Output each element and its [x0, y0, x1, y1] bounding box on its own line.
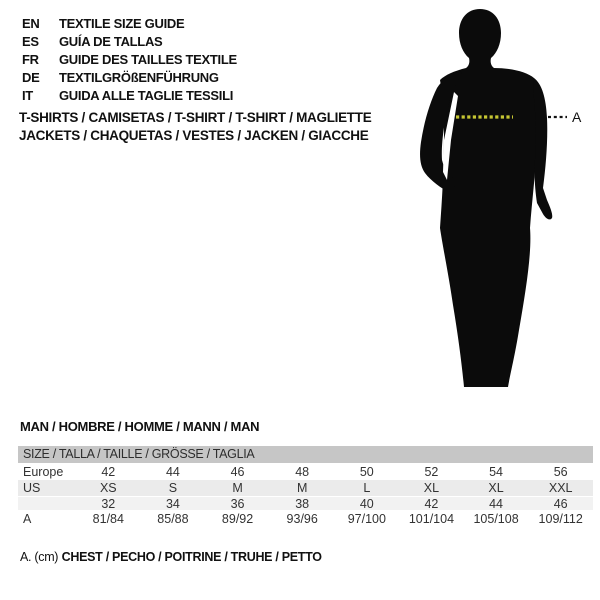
table-cell: 54	[489, 464, 504, 479]
table-row-us	[18, 480, 593, 496]
table-cell: M	[296, 481, 308, 495]
size-table	[18, 446, 593, 528]
language-code: IT	[22, 87, 33, 103]
table-cell: 93/96	[286, 512, 318, 526]
size-table-header: SIZE / TALLA / TAILLE / GRÖSSE / TAGLIA	[18, 446, 593, 463]
language-label: TEXTILE SIZE GUIDE	[59, 15, 185, 31]
language-row-de	[22, 68, 237, 86]
table-row-chest-cm	[18, 510, 593, 528]
table-cell: XS	[99, 481, 117, 495]
category-tshirts: T-SHIRTS / CAMISETAS / T-SHIRT / T-SHIRT / MAGLIETTE	[19, 110, 372, 125]
table-cell: 42	[101, 464, 116, 479]
language-label: TEXTILGRÖßENFÜHRUNG	[59, 69, 219, 85]
table-row-us-numeric	[18, 496, 593, 510]
measurement-a-label: A	[572, 109, 582, 125]
table-cell: 56	[553, 464, 568, 479]
language-row-it	[22, 86, 237, 104]
footnote-prefix: A. (cm)	[20, 550, 59, 564]
table-cell: 89/92	[221, 512, 254, 526]
table-cell: 36	[230, 496, 245, 511]
table-cell: 50	[359, 464, 374, 479]
measurement-footnote	[20, 550, 322, 564]
row-label: US	[23, 481, 41, 495]
table-cell: 109/112	[538, 512, 583, 526]
table-cell: 32	[101, 496, 116, 511]
garment-categories	[19, 109, 371, 144]
table-cell: XL	[488, 481, 504, 495]
language-row-es	[22, 32, 237, 50]
table-cell: 52	[424, 464, 439, 479]
category-jackets: JACKETS / CHAQUETAS / VESTES / JACKEN / GIACCHE	[19, 127, 369, 143]
row-label: Europe	[23, 464, 64, 479]
man-silhouette	[420, 9, 552, 387]
language-list	[22, 14, 237, 104]
gender-heading: MAN / HOMBRE / HOMME / MANN / MAN	[20, 419, 260, 434]
table-cell: 81/84	[92, 512, 124, 526]
table-cell: 46	[553, 496, 568, 511]
silhouette-torso	[440, 68, 537, 228]
language-label: GUIDE DES TAILLES TEXTILE	[59, 51, 237, 67]
language-code: ES	[22, 33, 39, 49]
table-cell: 42	[424, 496, 439, 511]
language-row-en	[22, 14, 237, 32]
language-code: DE	[22, 69, 40, 85]
table-cell: 40	[359, 496, 374, 511]
row-label: A	[23, 512, 32, 526]
silhouette-legs	[440, 228, 530, 387]
silhouette-head	[459, 9, 501, 68]
table-cell: 46	[230, 464, 245, 479]
language-label: GUIDA ALLE TAGLIE TESSILI	[59, 87, 234, 103]
language-code: FR	[22, 51, 39, 67]
table-cell: 101/104	[408, 512, 455, 526]
footnote-text: CHEST / PECHO / POITRINE / TRUHE / PETTO	[61, 550, 322, 564]
table-cell: 85/88	[157, 512, 189, 526]
table-cell: 34	[165, 496, 180, 511]
table-cell: 44	[489, 496, 504, 511]
table-cell: L	[363, 481, 371, 495]
language-code: EN	[22, 15, 40, 31]
language-label: GUÍA DE TALLAS	[59, 33, 163, 49]
man-silhouette-figure	[400, 0, 600, 392]
silhouette-right-arm	[533, 78, 552, 219]
table-cell: M	[232, 481, 243, 495]
table-row-europe	[18, 463, 593, 480]
table-cell: S	[168, 481, 178, 495]
table-cell: 97/100	[347, 512, 386, 526]
table-cell: XXL	[548, 481, 573, 495]
table-cell: 44	[165, 464, 180, 479]
table-cell: 38	[295, 496, 310, 511]
language-row-fr	[22, 50, 237, 68]
table-cell: 48	[295, 464, 310, 479]
table-cell: 105/108	[473, 512, 519, 526]
table-cell: XL	[423, 481, 440, 495]
